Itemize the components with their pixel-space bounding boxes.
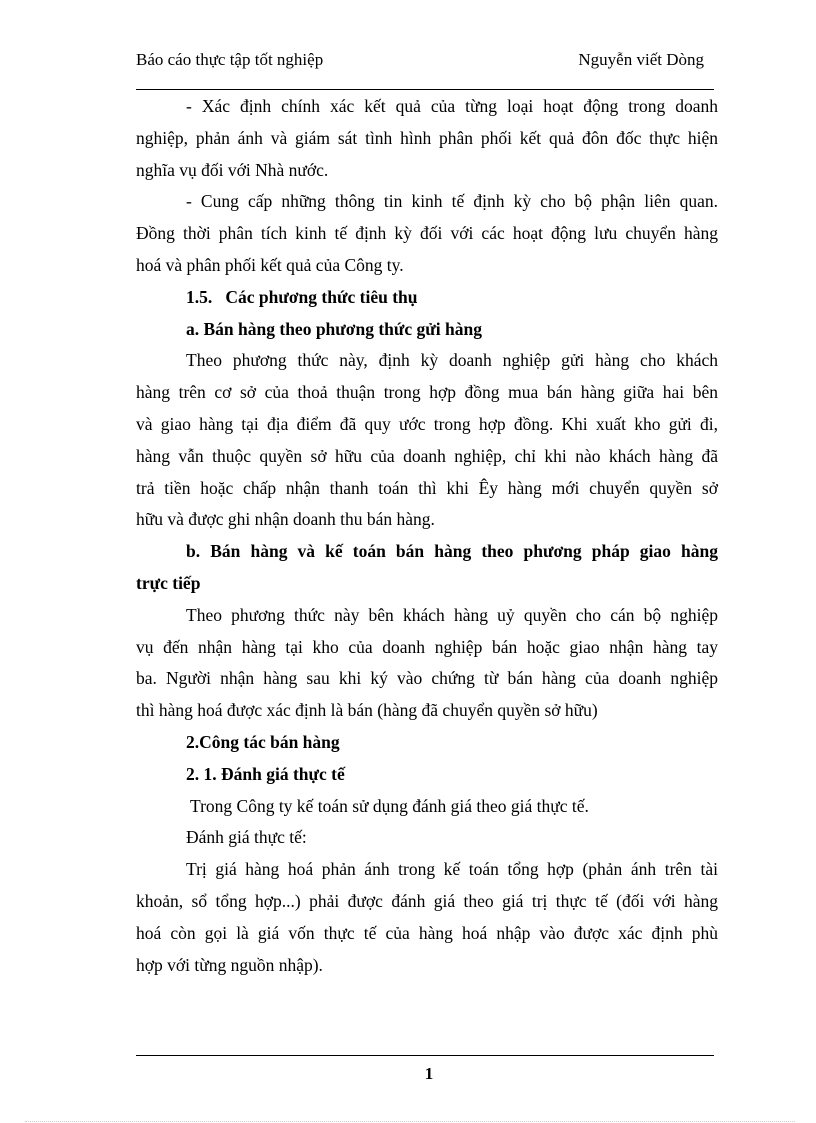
paragraph-line: Trong Công ty kế toán sử dụng đánh giá theo giá thực tế. [190, 795, 589, 816]
paragraph-line: hàng vẫn thuộc quyền sở hữu của doanh nghiệp, chỉ khi nào khách hàng đã [136, 445, 718, 466]
footer-rule [136, 1055, 714, 1056]
document-body [136, 91, 718, 981]
paragraph-line: Trị giá hàng hoá phản ánh trong kế toán tổng hợp (phản ánh trên tài [186, 859, 718, 880]
header-author-name: Nguyễn viết Dòng [578, 50, 704, 69]
paragraph-line: thì hàng hoá được xác định là bán (hàng đã chuyển quyền sở hữu) [136, 700, 598, 721]
paragraph-line: Đánh giá thực tế: [186, 827, 307, 848]
paragraph-line: - Xác định chính xác kết quả của từng loại hoạt động trong doanh [186, 96, 718, 116]
subheading-a: a. Bán hàng theo phương thức gửi hàng [186, 318, 482, 339]
paragraph-line: hoá còn gọi là giá vốn thực tế của hàng hoá nhập vào được xác định phù [136, 922, 718, 943]
subheading-b: b. Bán hàng và kế toán bán hàng theo phương pháp giao hàng [186, 541, 718, 562]
paragraph-line: hợp với từng nguồn nhập). [136, 954, 323, 975]
paragraph-line: Theo phương thức này, định kỳ doanh nghiệp gửi hàng cho khách [186, 350, 718, 371]
header-rule [136, 89, 714, 90]
paragraph-line: khoản, sổ tổng hợp...) phải được đánh giá theo giá trị thực tế (đối với hàng [136, 890, 718, 911]
paragraph-line: nghĩa vụ đối với Nhà nước. [136, 159, 329, 180]
section-heading-1-5 [136, 282, 718, 314]
paragraph-line: Đồng thời phân tích kinh tế định kỳ đối với các hoạt động lưu chuyển hàng [136, 223, 718, 244]
header-report-title: Báo cáo thực tập tốt nghiệp [136, 50, 324, 69]
paragraph-line: hàng trên cơ sở của thoả thuận trong hợp đồng mua bán hàng giữa hai bên [136, 382, 718, 403]
paragraph-line: nghiệp, phản ánh và giám sát tình hình phân phối kết quả đôn đốc thực hiện [136, 127, 718, 148]
paragraph-line: và giao hàng tại địa điểm đã quy ước trong hợp đồng. Khi xuất kho gửi đi, [136, 413, 718, 434]
paragraph-line: trả tiền hoặc chấp nhận thanh toán thì khi Êy hàng mới chuyển quyền sở [136, 477, 718, 498]
section-number: 1.5. [186, 286, 213, 307]
paragraph-line: hữu và được ghi nhận doanh thu bán hàng. [136, 509, 435, 530]
page-header [136, 50, 704, 72]
paragraph-line: Theo phương thức này bên khách hàng uỷ quyền cho cán bộ nghiệp [186, 604, 718, 625]
subheading-b-continued: trực tiếp [136, 572, 201, 593]
page-number: 1 [424, 1064, 434, 1083]
paragraph-line: ba. Người nhận hàng sau khi ký vào chứng từ bán hàng của doanh nghiệp [136, 668, 718, 689]
section-heading-2-1: 2. 1. Đánh giá thực tế [186, 763, 345, 784]
paragraph-line: hoá và phân phối kết quả của Công ty. [136, 254, 404, 275]
section-title: Các phương thức tiêu thụ [225, 286, 418, 307]
page-edge-divider [25, 1121, 795, 1122]
section-heading-2: 2.Công tác bán hàng [186, 731, 340, 752]
paragraph-line: - Cung cấp những thông tin kinh tế định kỳ cho bộ phận liên quan. [186, 191, 718, 212]
paragraph-line: vụ đến nhận hàng tại kho của doanh nghiệp bán hoặc giao nhận hàng tay [136, 636, 718, 657]
